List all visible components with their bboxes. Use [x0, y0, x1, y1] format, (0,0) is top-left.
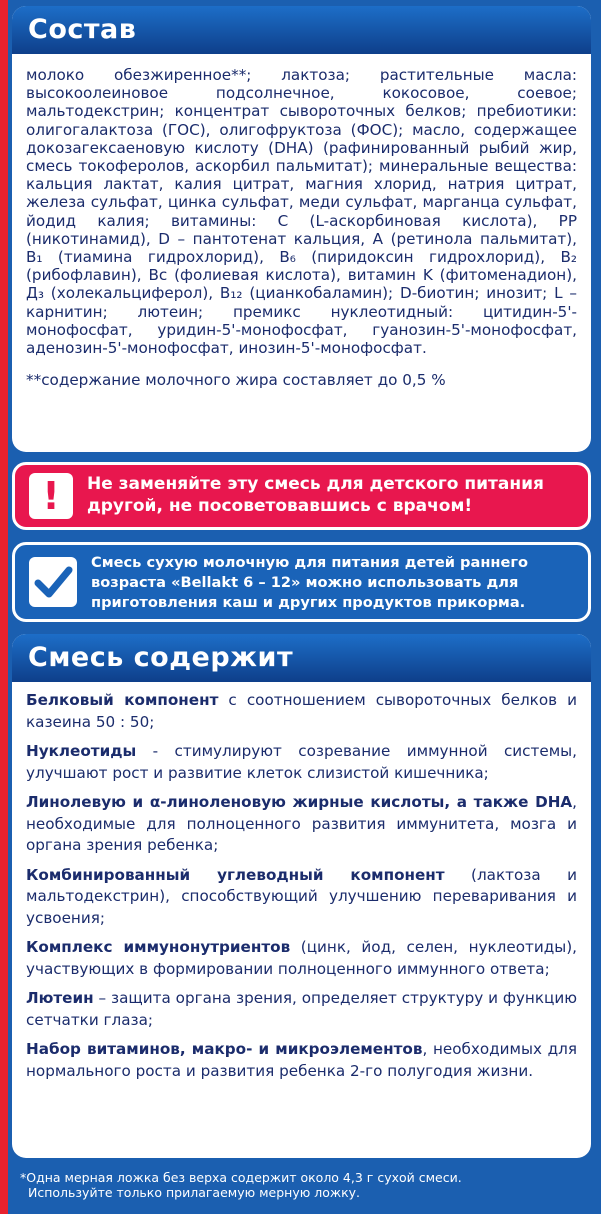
contains-panel: [12, 634, 591, 1158]
fat-note: **содержание молочного жира составляет до 0,5 %: [26, 371, 446, 390]
background-stripe: [0, 0, 8, 1214]
composition-panel: [12, 6, 591, 452]
doctor-warning: [12, 462, 591, 530]
composition-title: Состав: [12, 6, 591, 54]
list-item: Белковый компонент с соотношением сывороточных белков и казеина 50 : 50;: [26, 691, 577, 731]
checkmark-icon: [29, 557, 77, 607]
exclamation-icon: !: [29, 473, 73, 519]
usage-text: Смесь сухую молочную для питания детей раннего возраста «Bellakt 6 – 12» можно использовать для приготовления каш и других продуктов прикорма.: [91, 554, 529, 611]
list-item: Линолевую и α-линоленовую жирные кислоты, а также DHA, необходимые для полноценного развития иммунитета, мозга и органа зрения ребенка;: [26, 793, 577, 854]
composition-text: молоко обезжиренное**; лактоза; растительные масла: высокоолеиновое подсолнечное, кокосовое, соевое; мальтодекстрин; концентрат сывороточных белков; пребиотики: олигогалактоза (ГОС), олигофруктоза (ФОС); масло, содержащее докозагексаеновую кислоту (DHA) (рафинированный рыбий жир, смесь токоферолов, аскорбил пальмитат); минеральные вещества: кальция лактат, калия цитрат, магния хлорид, натрия цитрат, железа сульфат, цинка сульфат, меди сульфат, марганца сульфат, йодид калия; витамины: С (L-аскорбиновая кислота), РР (никотинамид), D – пантотенат кальция, А (ретинола пальмитат), B₁ (тиамина гидрохлорид), B₆ (пиридоксин гидрохлорид), B₂ (рибофлавин), Bc (фолиевая кислота), витамин K (фитоменадион), Д₃ (холекальциферол), B₁₂ (цианкобаламин); D-биотин; инозит; L – карнитин; лютеин; премикс нуклеотидный: цитидин-5'-монофосфат, уридин-5'-монофосфат, гуанозин-5'-монофосфат, аденозин-5'-монофосфат, инозин-5'-монофосфат.: [26, 66, 577, 358]
footnote: [20, 1170, 580, 1200]
composition-body: [26, 66, 577, 389]
list-item: Комплекс иммунонутриентов (цинк, йод, селен, нуклеотиды), участвующих в формировании полноценного иммунного ответа;: [26, 938, 577, 978]
usage-info: [12, 542, 591, 622]
footnote-line: Используйте только прилагаемую мерную ложку.: [28, 1185, 361, 1200]
contains-title: Смесь содержит: [12, 634, 591, 682]
list-item: Комбинированный углеводный компонент (лактоза и мальтодекстрин), способствующий улучшению переваривания и усвоения;: [26, 865, 577, 927]
list-item: Лютеин – защита органа зрения, определяет структуру и функцию сетчатки глаза;: [26, 989, 577, 1029]
footnote-line: *Одна мерная ложка без верха содержит около 4,3 г сухой смеси.: [20, 1170, 462, 1185]
contains-body: [26, 690, 577, 1090]
warning-text: Не заменяйте эту смесь для детского питания другой, не посоветовавшись с врачом!: [87, 474, 544, 516]
list-item: Нуклеотиды - стимулируют созревание иммунной системы, улучшают рост и развитие клеток слизистой кишечника;: [26, 742, 577, 782]
list-item: Набор витаминов, макро- и микроэлементов, необходимых для нормального роста и развития ребенка 2-го полугодия жизни.: [26, 1040, 577, 1080]
